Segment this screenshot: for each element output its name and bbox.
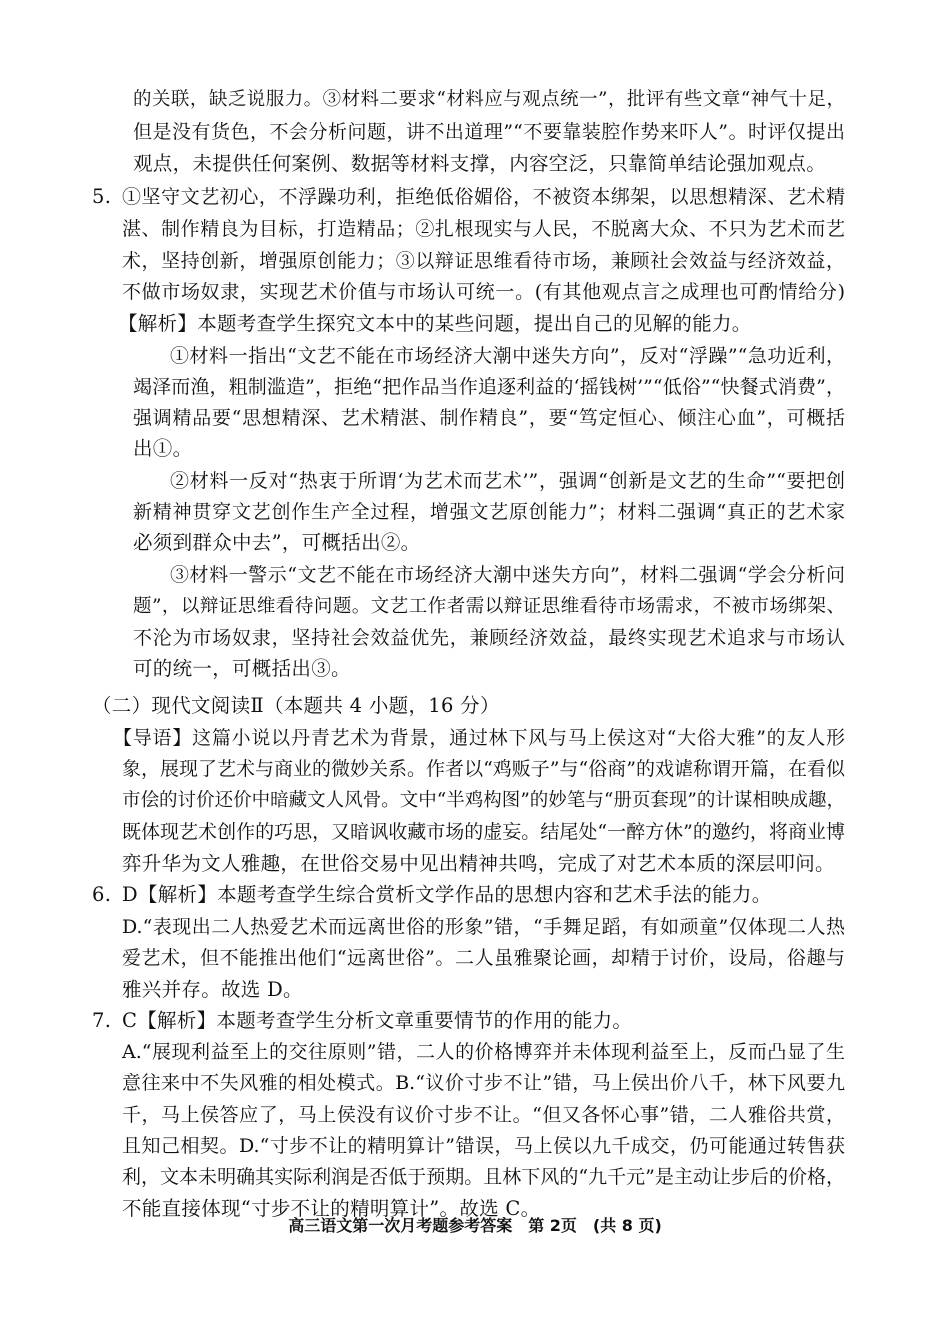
q5-p1-line-2: 竭泽而渔，粗制滥造”，拒绝“把作品当作追逐利益的‘摇钱树’”“低俗”“快餐式消费”， [133,376,845,398]
q5-p1-line-3: 强调精品要“思想精深、艺术精湛、制作精良”，要“笃定恒心、倾注心血”，可概括 [133,407,845,429]
guide-line-1: 【导语】这篇小说以丹青艺术为背景，通过林下风与马上侯这对“大俗大雅”的友人形 [113,727,845,749]
q5-p2-line-3: 必须到群众中去”，可概括出②。 [133,531,421,554]
q5-p2-line-2: 新精神贯穿文艺创作生产全过程，增强文艺原创能力”；材料二强调“真正的艺术家 [133,501,845,523]
q5-analysis-head: 【解析】本题考查学生探究文本中的某些问题，提出自己的见解的能力。 [118,312,752,335]
guide-line-2: 象，展现了艺术与商业的微妙关系。作者以“鸡贩子”与“俗商”的戏谑称谓开篇，在看似 [122,758,845,780]
q4-line-3: 观点，未提供任何案例、数据等材料支撑，内容空泛，只靠简单结论强加观点。 [133,152,827,175]
q5-p3-line-2: 题”，以辩证思维看待问题。文艺工作者需以辩证思维看待市场需求，不被市场绑架、 [133,596,845,617]
q5-p3-line-3: 不沦为市场奴隶，坚持社会效益优先，兼顾经济效益，最终实现艺术追求与市场认 [133,627,845,649]
section-heading: （二）现代文阅读Ⅱ（本题共 4 小题，16 分） [92,694,500,717]
q6-head: D【解析】本题考查学生综合赏析文学作品的思想内容和艺术手法的能力。 [122,883,772,906]
q4-line-2: 但是没有货色，不会分析问题，讲不出道理”“不要靠装腔作势来吓人”。时评仅提出 [133,121,845,143]
guide-line-3: 市侩的讨价还价中暗藏文人风骨。文中“半鸡构图”的妙笔与“册页套现”的计谋相映成趣， [122,790,845,811]
q5-answer-line-1: ①坚守文艺初心，不浮躁功利，拒绝低俗媚俗，不被资本绑架，以思想精深、艺术精 [122,186,845,208]
guide-line-5: 弈升华为文人雅趣，在世俗交易中见出精神共鸣，完成了对艺术本质的深层叩问。 [122,852,835,875]
q5-answer-line-4: 不做市场奴隶，实现艺术价值与市场认可统一。(有其他观点言之成理也可酌情给分) [122,281,845,303]
q7-head: C【解析】本题考查学生分析文章重要情节的作用的能力。 [122,1009,633,1032]
q7-line-5: 利，文本未明确其实际利润是否低于预期。且林下风的“九千元”是主动让步后的价格， [122,1166,845,1188]
q7-line-2: 意往来中不失风雅的相处模式。B.“议价寸步不让”错，马上侯出价八千，林下风要九 [122,1072,845,1094]
guide-line-4: 既体现艺术创作的巧思，又暗讽收藏市场的虚妄。结尾处“一醉方休”的邀约，将商业博 [122,821,845,843]
q5-number: 5. [92,185,112,208]
q7-line-3: 千，马上侯答应了，马上侯没有议价寸步不让。“但又各怀心事”错，二人雅俗共赏， [122,1104,845,1126]
q5-answer-line-2: 湛、制作精良为目标，打造精品；②扎根现实与人民，不脱离大众、不只为艺术而艺 [122,218,845,240]
q6-line-2: 爱艺术，但不能推出他们“远离世俗”。二人虽雅聚论画，却精于讨价，设局，俗趣与 [122,947,845,969]
q5-p1-line-1: ①材料一指出“文艺不能在市场经济大潮中迷失方向”，反对“浮躁”“急功近利， [170,345,845,367]
q5-answer-line-3: 术，坚持创新，增强原创能力；③以辩证思维看待市场，兼顾社会效益与经济效益， [122,250,845,272]
q7-line-6: 不能直接体现“寸步不让的精明算计”。故选 C。 [122,1197,541,1220]
q7-line-4: 且知己相契。D.“寸步不让的精明算计”错误，马上侯以九千成交，仍可能通过转售获 [122,1135,845,1157]
q5-p1-line-4: 出①。 [133,437,193,460]
page-footer: 高三语文第一次月考题参考答案 第 2页 (共 8 页) [288,1216,662,1235]
q7-line-1: A.“展现利益至上的交往原则”错，二人的价格博弈并未体现利益至上，反而凸显了生 [122,1041,845,1063]
q6-number: 6. [92,883,112,906]
q5-p3-line-1: ③材料一警示“文艺不能在市场经济大潮中迷失方向”，材料二强调“学会分析问 [170,564,845,586]
q5-p2-line-1: ②材料一反对“热衷于所谓‘为艺术而艺术’”，强调“创新是文艺的生命”“要把创 [170,470,845,492]
q6-line-1: D.“表现出二人热爱艺术而远离世俗的形象”错，“手舞足蹈，有如顽童”仅体现二人热 [122,916,845,938]
q7-number: 7. [92,1009,112,1032]
q6-line-3: 雅兴并存。故选 D。 [122,978,303,1001]
q5-p3-line-4: 可的统一，可概括出③。 [133,657,351,680]
q4-line-1: 的关联，缺乏说服力。③材料二要求“材料应与观点统一”，批评有些文章“神气十足， [133,89,845,110]
